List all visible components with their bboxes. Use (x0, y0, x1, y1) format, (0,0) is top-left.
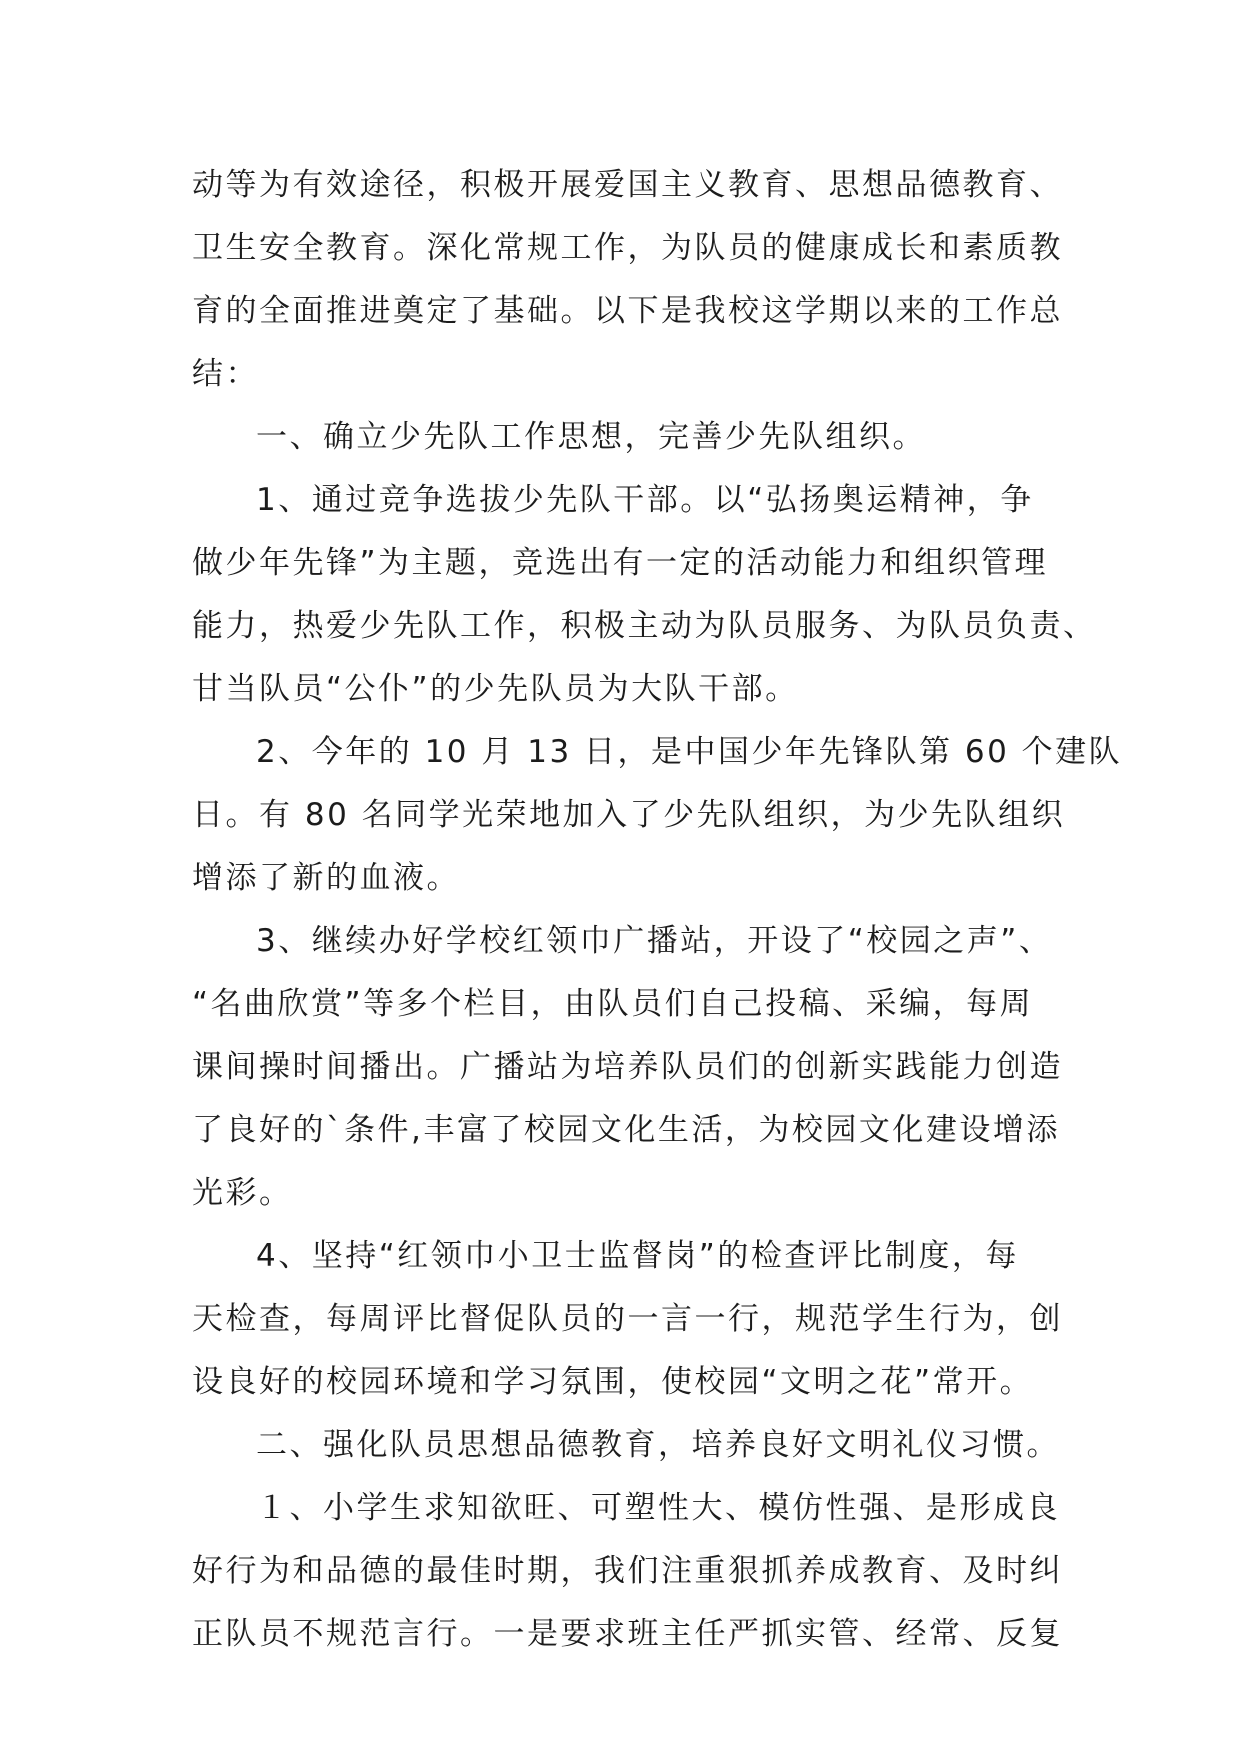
text-line: 设良好的校园环境和学习氛围，使校园“文明之花”常开。 (192, 1364, 1034, 1400)
text-line: 课间操时间播出。广播站为培养队员们的创新实践能力创造 (192, 1049, 1063, 1085)
text-line: 光彩。 (192, 1175, 293, 1211)
text-line: 动等为有效途径，积极开展爱国主义教育、思想品德教育、 (192, 167, 1063, 203)
text-line: 3、继续办好学校红领巾广播站，开设了“校园之声”、 (256, 923, 1053, 959)
text-line: 增添了新的血液。 (192, 860, 460, 896)
text-line: 结： (192, 356, 259, 392)
text-line: 了良好的`条件,丰富了校园文化生活，为校园文化建设增添 (192, 1112, 1060, 1148)
text-line: 育的全面推进奠定了基础。以下是我校这学期以来的工作总 (192, 293, 1063, 329)
text-line: 能力，热爱少先队工作，积极主动为队员服务、为队员负责、 (192, 608, 1097, 644)
document-body (192, 154, 1123, 1666)
text-line: 好行为和品德的最佳时期，我们注重狠抓养成教育、及时纠 (192, 1553, 1063, 1589)
text-line: “名曲欣赏”等多个栏目，由队员们自己投稿、采编，每周 (192, 986, 1034, 1022)
text-line: 2、今年的 10 月 13 日，是中国少年先锋队第 60 个建队 (256, 734, 1123, 770)
text-line: 日。有 80 名同学光荣地加入了少先队组织，为少先队组织 (192, 797, 1066, 833)
text-line: 甘当队员“公仆”的少先队员为大队干部。 (192, 671, 799, 707)
section-heading: 二、强化队员思想品德教育，培养良好文明礼仪习惯。 (256, 1427, 1060, 1463)
text-line: 正队员不规范言行。一是要求班主任严抓实管、经常、反复 (192, 1616, 1063, 1652)
text-line: 1、通过竞争选拔少先队干部。以“弘扬奥运精神，争 (256, 482, 1034, 518)
text-line: １、小学生求知欲旺、可塑性大、模仿性强、是形成良 (256, 1490, 1060, 1526)
text-line: 天检查，每周评比督促队员的一言一行，规范学生行为，创 (192, 1301, 1063, 1337)
text-line: 4、坚持“红领巾小卫士监督岗”的检查评比制度，每 (256, 1238, 1019, 1274)
section-heading: 一、确立少先队工作思想，完善少先队组织。 (256, 419, 926, 455)
text-line: 做少年先锋”为主题，竞选出有一定的活动能力和组织管理 (192, 545, 1049, 581)
text-line: 卫生安全教育。深化常规工作，为队员的健康成长和素质教 (192, 230, 1063, 266)
